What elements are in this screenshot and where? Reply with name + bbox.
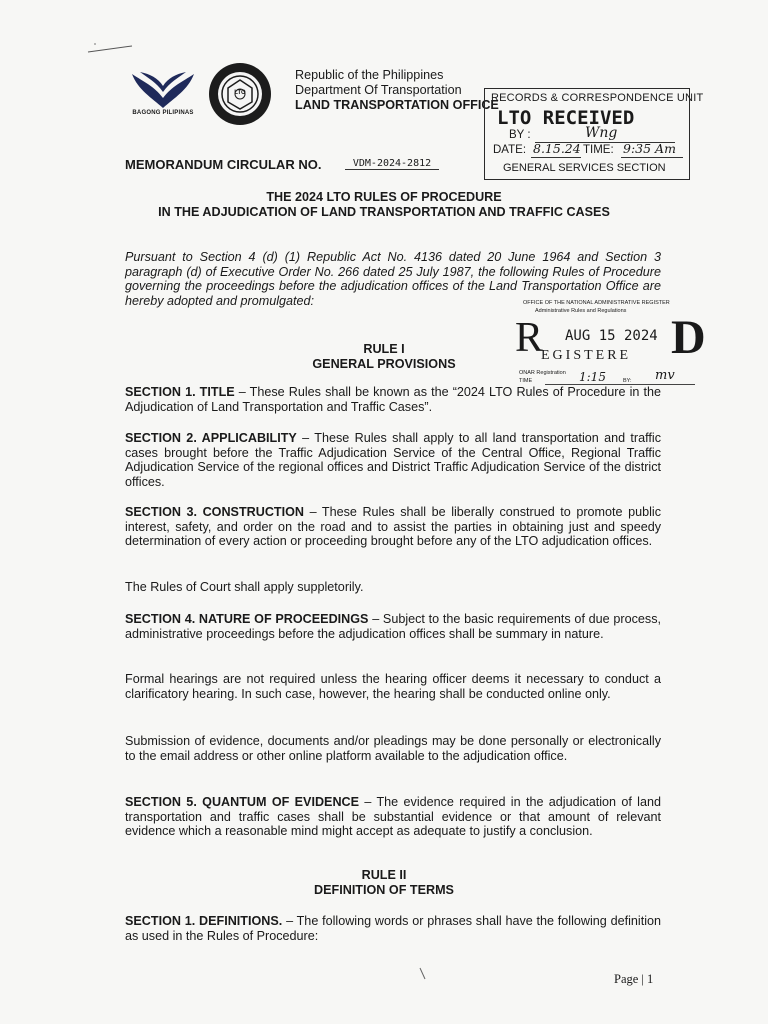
pen-tick xyxy=(418,966,428,982)
bagong-pilipinas-logo xyxy=(130,68,196,120)
registered-time-label: TIME xyxy=(519,378,533,384)
registered-note: ONAR Registration xyxy=(519,370,566,376)
section4-paragraph2: Formal hearings are not required unless the hearing officer deems it necessary to conduct a clarificatory hearing. In such case, however, the hearing shall be conducted online only. xyxy=(125,672,661,701)
rule2-section1-heading: SECTION 1. DEFINITIONS. xyxy=(125,914,283,928)
intro-paragraph: Pursuant to Section 4 (d) (1) Republic Act No. 4136 dated 20 June 1964 and Section 3 paragraph (d) of Executive Order No. 266 dated 25 July 1987, the following Rules of Procedure governing the proceedings before the adjudication offices of the Land Transportation Office are hereby adopted and promulgated: xyxy=(125,250,661,308)
header-department: Department Of Transportation xyxy=(295,83,462,97)
rule2-title: DEFINITION OF TERMS xyxy=(314,883,454,897)
section2-paragraph xyxy=(125,431,661,489)
stamp-by-line xyxy=(535,130,675,143)
section5-heading: SECTION 5. QUANTUM OF EVIDENCE xyxy=(125,795,360,809)
section4-paragraph3: Submission of evidence, documents and/or pleadings may be done personally or electronically to the email address or other online platform available to the adjudication office. xyxy=(125,734,661,763)
stamp-date-line xyxy=(531,145,581,158)
pen-mark xyxy=(86,40,136,56)
registered-time-signature: 1:15 xyxy=(579,370,606,384)
registered-letter-d: D xyxy=(671,311,706,364)
page-number: Page | 1 xyxy=(614,972,654,986)
section3-extra: The Rules of Court shall apply suppletorily. xyxy=(125,580,364,594)
stamp-section-label: GENERAL SERVICES SECTION xyxy=(503,162,666,174)
stamp-by-label: BY : xyxy=(509,129,531,141)
registered-word: EGISTERE xyxy=(541,348,632,363)
stamp-time-label: TIME: xyxy=(583,144,614,156)
memo-number: VDM-2024-2812 xyxy=(345,158,439,170)
lto-seal-label: LTO xyxy=(234,90,246,96)
lto-seal xyxy=(208,62,272,126)
stamp-time-value: 9:35 Am xyxy=(623,141,676,156)
bagong-pilipinas-emblem-icon xyxy=(130,68,196,110)
document-title-line1: THE 2024 LTO RULES OF PROCEDURE xyxy=(266,190,502,204)
section3-heading: SECTION 3. CONSTRUCTION xyxy=(125,505,305,519)
stamp-unit-label: RECORDS & CORRESPONDENCE UNIT xyxy=(491,92,704,104)
section4-heading: SECTION 4. NATURE OF PROCEEDINGS xyxy=(125,612,369,626)
section5-paragraph xyxy=(125,795,661,839)
stamp-date-value: 8.15.24 xyxy=(533,141,581,156)
rule2-section1-paragraph xyxy=(125,914,661,943)
memo-label: MEMORANDUM CIRCULAR NO. xyxy=(125,157,322,172)
registered-office-line2: Administrative Rules and Regulations xyxy=(535,308,627,314)
section4-text: – Subject to the basic requirements of due process, administrative proceedings before the adjudication offices shall be summary in nature. xyxy=(125,612,661,641)
section3-text: – These Rules shall be liberally construed to promote public interest, safety, and order on the road and to assist the parties in obtaining just and speedy determination of every action or proceeding brought before any of the LTO adjudication offices. xyxy=(125,505,661,549)
stamp-received-title: LTO RECEIVED xyxy=(497,107,635,129)
section2-text: – These Rules shall apply to all land transportation and traffic cases brought before the Traffic Adjudication Service of the Central Office, Regional Traffic Adjudication Service of the regional offices and District Traffic Adjudication Service of the district offices. xyxy=(125,431,661,489)
rule1-number: RULE I xyxy=(363,342,405,356)
stamp-date-label: DATE: xyxy=(493,144,527,156)
rule1-title: GENERAL PROVISIONS xyxy=(312,357,456,371)
registered-office-line1: OFFICE OF THE NATIONAL ADMINISTRATIVE REGISTER xyxy=(523,300,670,306)
rule2-section1-text: – The following words or phrases shall have the following definition as used in the Rules of Procedure: xyxy=(125,914,661,943)
document-title-line2: IN THE ADJUDICATION OF LAND TRANSPORTATION AND TRAFFIC CASES xyxy=(158,205,610,219)
registered-letter-r: R xyxy=(515,315,544,361)
section1-heading: SECTION 1. TITLE xyxy=(125,385,235,399)
section4-paragraph xyxy=(125,612,661,641)
received-stamp xyxy=(484,88,704,180)
stamp-time-line xyxy=(621,145,683,158)
section1-text: – These Rules shall be known as the “2024 LTO Rules of Procedure in the Adjudication of Land Transportation and Traffic Cases”. xyxy=(125,385,661,414)
bagong-pilipinas-caption: BAGONG PILIPINAS xyxy=(132,110,194,116)
section3-paragraph xyxy=(125,505,661,549)
header-republic: Republic of the Philippines xyxy=(295,68,444,82)
registered-by-label: BY: xyxy=(623,378,632,384)
registered-date: AUG 15 2024 xyxy=(565,328,658,344)
stamp-by-signature: Wng xyxy=(585,125,618,141)
header-office: LAND TRANSPORTATION OFFICE xyxy=(295,98,499,112)
section2-heading: SECTION 2. APPLICABILITY xyxy=(125,431,297,445)
section5-text: – The evidence required in the adjudication of land transportation and traffic cases shall be substantial evidence or that amount of relevant evidence which a reasonable mind might accept as adequate to justify a conclusion. xyxy=(125,795,661,839)
registered-by-signature: mv xyxy=(655,368,675,383)
section1-paragraph xyxy=(125,385,661,414)
rule2-number: RULE II xyxy=(361,868,407,882)
